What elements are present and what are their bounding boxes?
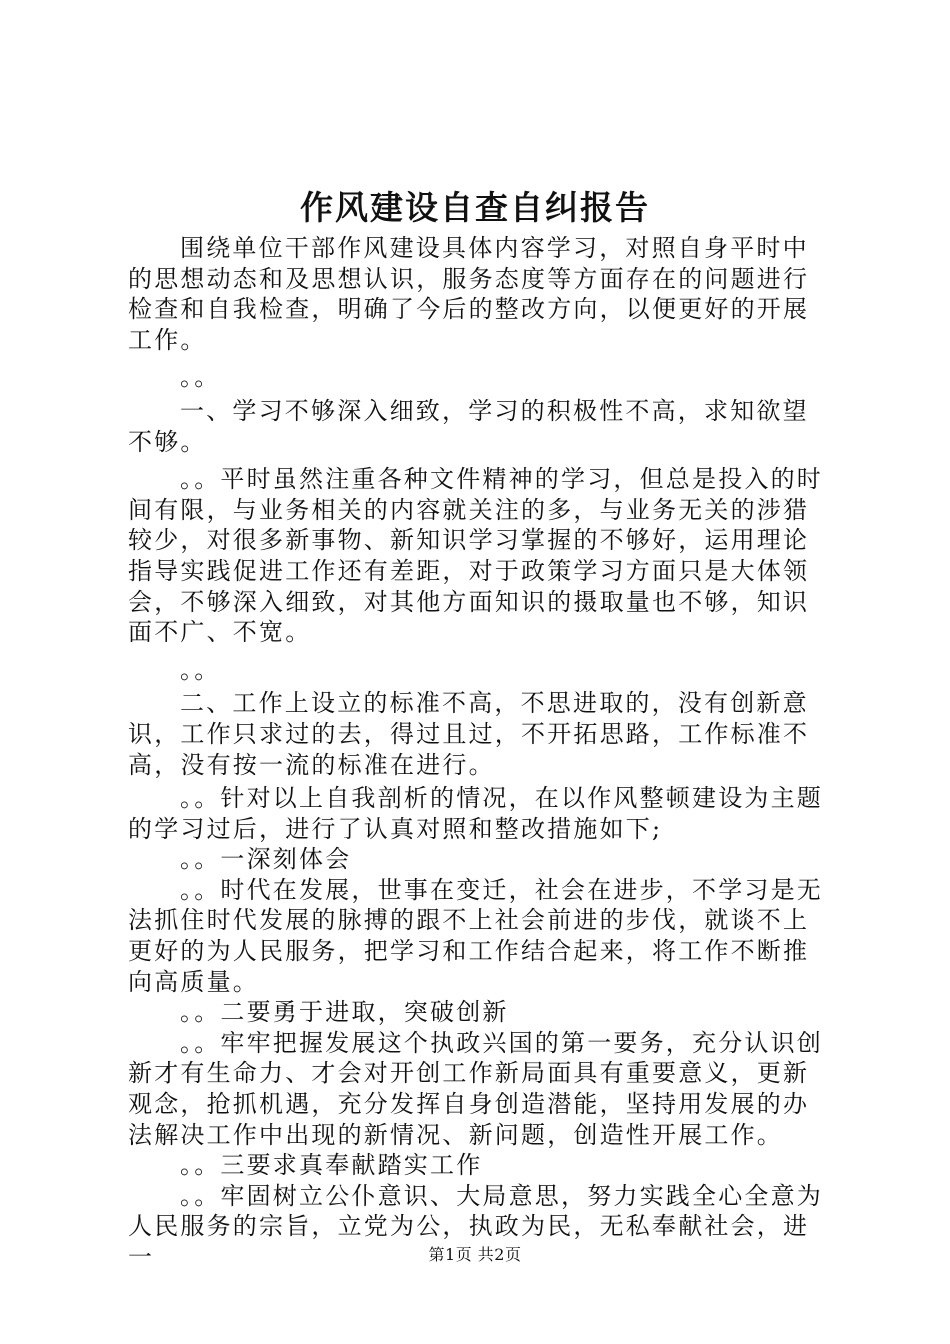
paragraph-issue-one: 一、学习不够深入细致，学习的积极性不高，求知欲望不够。 (128, 396, 809, 456)
paragraph-intro: 围绕单位干部作风建设具体内容学习，对照自身平时中的思想动态和及思想认识，服务态度等方面存在的问题进行检查和自我检查，明确了今后的整改方向，以便更好的开展工作。 (128, 234, 810, 354)
paragraph-separator: 。。 (180, 655, 221, 684)
page-footer: 第1页 共2页 (428, 1245, 522, 1264)
paragraph-measure-two-detail: 。。牢牢把握发展这个执政兴国的第一要务，充分认识创新才有生命力、才会对开创工作新局面具有重要意义，更新观念，抢抓机遇，充分发挥自身创造潜能，坚持用发展的办法解决工作中出现的新情况、新问题，创造性开展工作。 (128, 1028, 823, 1149)
document-title: 作风建设自查自纠报告 (300, 188, 650, 227)
paragraph-measures-intro: 。。针对以上自我剖析的情况，在以作风整顿建设为主题的学习过后，进行了认真对照和整改措施如下; (128, 784, 823, 843)
paragraph-measure-two-heading: 。。二要勇于进取，突破创新 (180, 998, 509, 1027)
paragraph-separator: 。。 (180, 363, 221, 392)
paragraph-measure-three-heading: 。。三要求真奉献踏实工作 (180, 1151, 483, 1180)
paragraph-measure-one-heading: 。。一深刻体会 (180, 845, 352, 874)
paragraph-measure-three-detail: 。。牢固树立公仆意识、大局意思，努力实践全心全意为人民服务的宗旨，立党为公，执政为民，无私奉献社会，进一 (128, 1181, 823, 1271)
paragraph-measure-one-detail: 。。时代在发展，世事在变迁，社会在进步，不学习是无法抓住时代发展的脉搏的跟不上社会前进的步伐，就谈不上更好的为人民服务，把学习和工作结合起来，将工作不断推向高质量。 (128, 875, 823, 996)
paragraph-issue-one-detail: 。。平时虽然注重各种文件精神的学习，但总是投入的时间有限，与业务相关的内容就关注的多，与业务无关的涉猎较少，对很多新事物、新知识学习掌握的不够好，运用理论指导实践促进工作还有差距，对于政策学习方面只是大体领会，不够深入细致，对其他方面知识的摄取量也不够，知识面不广、不宽。 (128, 465, 823, 647)
document-body (128, 233, 828, 1273)
paragraph-issue-two: 二、工作上设立的标准不高，不思进取的，没有创新意识，工作只求过的去，得过且过，不开拓思路，工作标准不高，没有按一流的标准在进行。 (128, 689, 810, 779)
